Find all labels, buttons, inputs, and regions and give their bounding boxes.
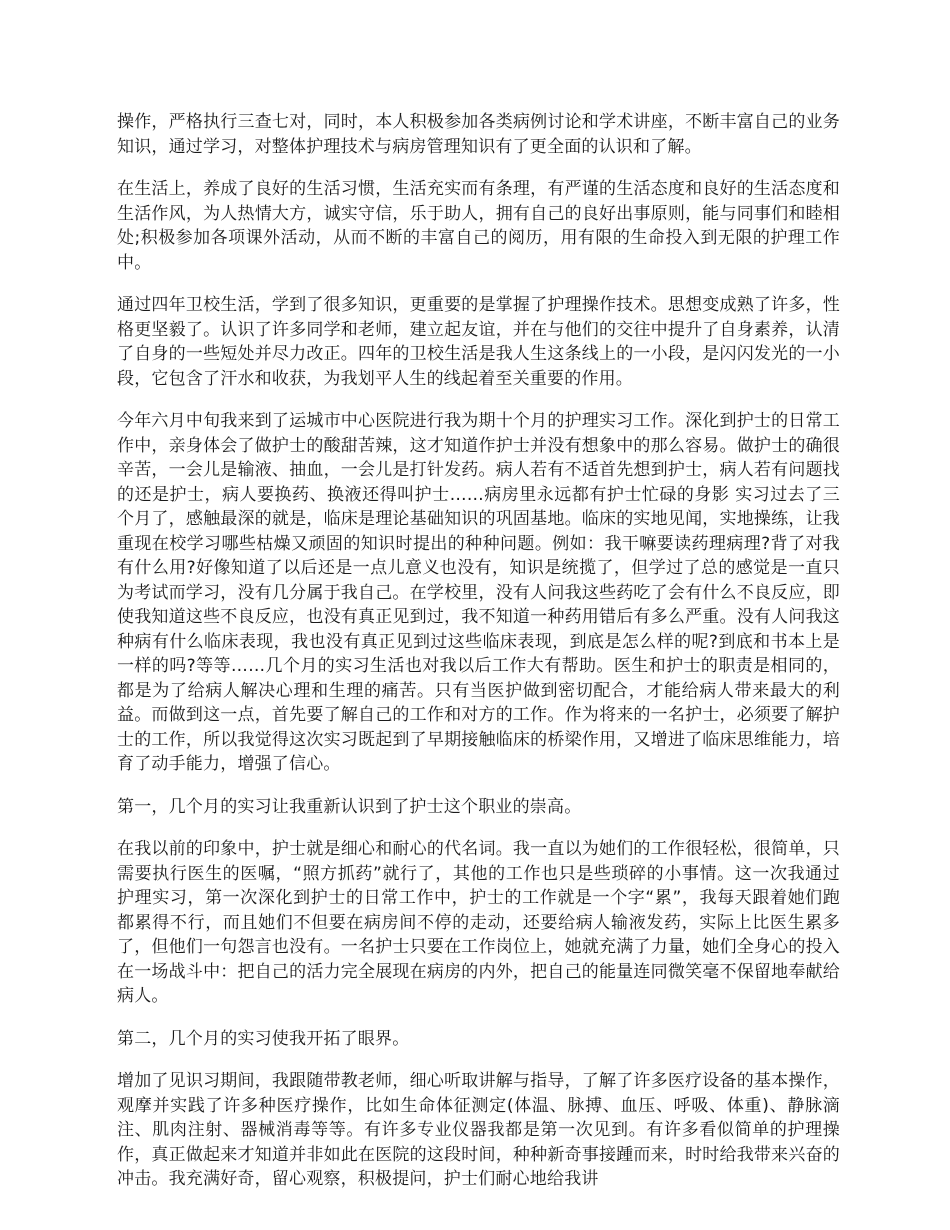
paragraph-3: 通过四年卫校生活，学到了很多知识，更重要的是掌握了护理操作技术。思想变成熟了许多，性格更坚毅了。认识了许多同学和老师，建立起友谊，并在与他们的交往中提升了自身素养，认清了自身的一些短处并尽力改正。四年的卫校生活是我人生这条线上的一小段，是闪闪发光的一小段，它包含了汗水和收获，为我划平人生的线起着至关重要的作用。 [117,295,840,389]
document-page [117,110,840,1210]
paragraph-8: 增加了见识习期间，我跟随带教老师，细心听取讲解与指导，了解了许多医疗设备的基本操作，观摩并实践了许多种医疗操作，比如生命体征测定(体温、脉搏、血压、呼吸、体重)、静脉滴注、肌肉注射、器械消毒等等。有许多专业仪器我都是第一次见到。有许多看似简单的护理操作，真正做起来才知道并非如此在医院的这段时间，种种新奇事接踵而来，时时给我带来兴奋的冲击。我充满好奇，留心观察，积极提问，护士们耐心地给我讲 [117,1071,840,1189]
paragraph-7: 第二，几个月的实习使我开拓了眼界。 [117,1028,410,1049]
paragraph-1: 操作，严格执行三查七对，同时，本人积极参加各类病例讨论和学术讲座，不断丰富自己的业务知识，通过学习，对整体护理技术与病房管理知识有了更全面的认识和了解。 [117,112,840,157]
paragraph-5: 第一，几个月的实习让我重新认识到了护士这个职业的崇高。 [117,796,582,817]
paragraph-2: 在生活上，养成了良好的生活习惯，生活充实而有条理，有严谨的生活态度和良好的生活态度和生活作风，为人热情大方，诚实守信，乐于助人，拥有自己的良好出事原则，能与同事们和睦相处;积极参加各项课外活动，从而不断的丰富自己的阅历，用有限的生命投入到无限的护理工作中。 [117,179,840,273]
paragraph-4: 今年六月中旬我来到了运城市中心医院进行我为期十个月的护理实习工作。深化到护士的日常工作中，亲身体会了做护士的酸甜苦辣，这才知道作护士并没有想象中的那么容易。做护士的确很辛苦，一会儿是输液、抽血，一会儿是打针发药。病人若有不适首先想到护士，病人若有问题找的还是护士，病人要换药、换液还得叫护士……病房里永远都有护士忙碌的身影 实习过去了三个月了，感触最深的就是，临床是理论基础知识的巩固基地。临床的实地见闻，实地操练，让我重现在校学习哪些枯燥又顽固的知识时提出的种种问题。例如：我干嘛要读药理病理?背了对我有什么用?好像知道了以后还是一点儿意义也没有，知识是统揽了，但学过了总的感觉是一直只为考试而学习，没有几分属于我自己。在学校里，没有人问我这些药吃了会有什么不良反应，即使我知道这些不良反应，也没有真正见到过，我不知道一种药用错后有多么严重。没有人问我这种病有什么临床表现，我也没有真正见到过这些临床表现，到底是怎么样的呢?到底和书本上是一样的吗?等等……几个月的实习生活也对我以后工作大有帮助。医生和护士的职责是相同的，都是为了给病人解决心理和生理的痛苦。只有当医护做到密切配合，才能给病人带来最大的利益。而做到这一点，首先要了解自己的工作和对方的工作。作为将来的一名护士，必须要了解护士的工作，所以我觉得这次实习既起到了早期接触临床的桥梁作用，又增进了临床思维能力，培育了动手能力，增强了信心。 [117,411,840,774]
paragraph-6: 在我以前的印象中，护士就是细心和耐心的代名词。我一直以为她们的工作很轻松，很简单，只需要执行医生的医嘱，“照方抓药”就行了，其他的工作也只是些琐碎的小事情。这一次我通过护理实习，第一次深化到护士的日常工作中，护士的工作就是一个字“累”，我每天跟着她们跑都累得不行，而且她们不但要在病房间不停的走动，还要给病人输液发药，实际上比医生累多了，但他们一句怨言也没有。一名护士只要在工作岗位上，她就充满了力量，她们全身心的投入在一场战斗中：把自己的活力完全展现在病房的内外，把自己的能量连同微笑毫不保留地奉献给病人。 [117,839,840,1006]
